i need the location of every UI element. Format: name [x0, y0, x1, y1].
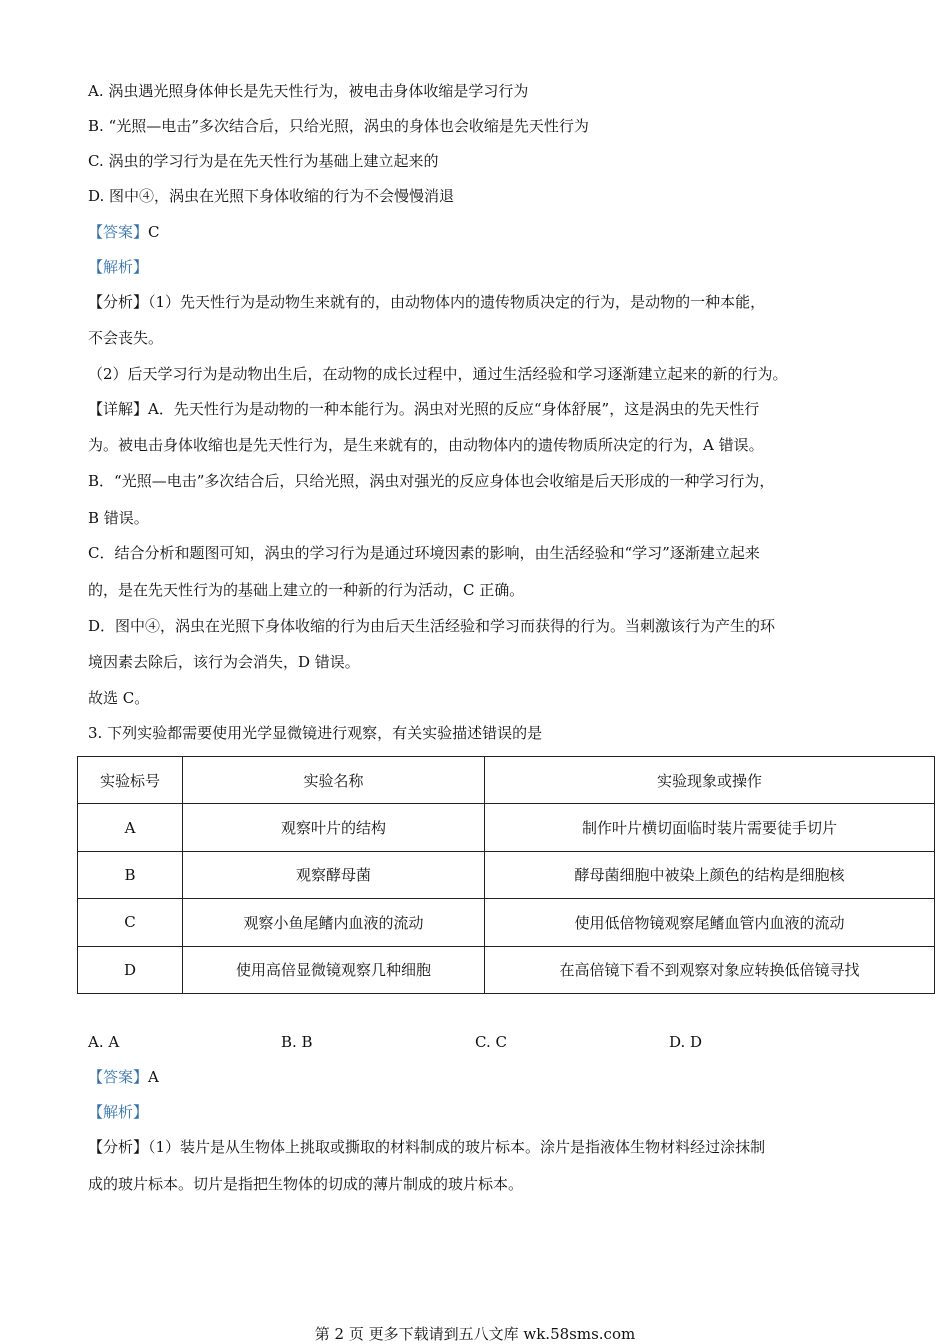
answer-tag: 【答案】 [88, 223, 149, 241]
table-cell: 制作叶片横切面临时装片需要徒手切片 [485, 804, 935, 851]
table-cell: B [78, 851, 183, 898]
q3-fenxi-line-1 [88, 1137, 765, 1157]
q3-option-b: B. B [281, 1033, 313, 1051]
q2-jiexi-tag: 【解析】 [88, 258, 149, 276]
q3-jiexi-tag: 【解析】 [88, 1103, 149, 1121]
fenxi-tag: 【分析】 [88, 1138, 149, 1156]
q3-option-c: C. C [475, 1033, 507, 1051]
answer-value: C [148, 223, 160, 241]
table-row [78, 804, 935, 851]
q2-xiangjie-line-7: D．图中④，涡虫在光照下身体收缩的行为由后天生活经验和学习而获得的行为。当刺激该行为产生的环 [88, 617, 776, 635]
q2-option-a: A. 涡虫遇光照身体伸长是先天性行为，被电击身体收缩是学习行为 [88, 82, 529, 100]
table-header: 实验现象或操作 [485, 757, 935, 804]
q2-option-c: C. 涡虫的学习行为是在先天性行为基础上建立起来的 [88, 152, 439, 170]
table-row [78, 946, 935, 993]
q2-answer-line [88, 222, 160, 242]
xiangjie-tag: 【详解】 [88, 400, 149, 418]
q3-answer-line [88, 1067, 159, 1087]
q2-conclusion: 故选 C。 [88, 689, 150, 707]
q2-xiangjie-line-6: 的，是在先天性行为的基础上建立的一种新的行为活动，C 正确。 [88, 581, 525, 599]
table-header: 实验名称 [183, 757, 485, 804]
table-cell: 观察叶片的结构 [183, 804, 485, 851]
q2-xiangjie-line-1 [88, 399, 759, 419]
table-cell: 酵母菌细胞中被染上颜色的结构是细胞核 [485, 851, 935, 898]
q2-fenxi-line-2: 不会丧失。 [88, 329, 164, 347]
q2-xiangjie-line-3: B．“光照—电击”多次结合后，只给光照，涡虫对强光的反应身体也会收缩是后天形成的一种学习行为， [88, 472, 775, 490]
q2-fenxi-line-1 [88, 292, 765, 312]
xiangjie-text: A．先天性行为是动物的一种本能行为。涡虫对光照的反应“身体舒展”，这是涡虫的先天性行 [148, 400, 760, 418]
q2-fenxi-line-3: （2）后天学习行为是动物出生后，在动物的成长过程中，通过生活经验和学习逐渐建立起来的新的行为。 [88, 365, 788, 383]
answer-tag: 【答案】 [88, 1068, 149, 1086]
q2-option-b: B. “光照—电击”多次结合后，只给光照，涡虫的身体也会收缩是先天性行为 [88, 117, 589, 135]
q2-xiangjie-line-4: B 错误。 [88, 509, 149, 527]
fenxi-tag: 【分析】 [88, 293, 149, 311]
q3-stem: 3. 下列实验都需要使用光学显微镜进行观察，有关实验描述错误的是 [88, 724, 543, 742]
table-cell: 使用高倍显微镜观察几种细胞 [183, 946, 485, 993]
q2-xiangjie-line-2: 为。被电击身体收缩也是先天性行为，是生来就有的，由动物体内的遗传物质所决定的行为，A 错误。 [88, 436, 764, 454]
answer-value: A [148, 1068, 159, 1086]
fenxi-text: （1）先天性行为是动物生来就有的，由动物体内的遗传物质决定的行为，是动物的一种本能， [148, 293, 766, 311]
table-cell: D [78, 946, 183, 993]
table-header-row [78, 757, 935, 804]
table-cell: 在高倍镜下看不到观察对象应转换低倍镜寻找 [485, 946, 935, 993]
fenxi-text: （1）装片是从生物体上挑取或撕取的材料制成的玻片标本。涂片是指液体生物材料经过涂抹制 [148, 1138, 766, 1156]
q3-fenxi-line-2: 成的玻片标本。切片是指把生物体的切成的薄片制成的玻片标本。 [88, 1175, 524, 1193]
table-cell: 使用低倍物镜观察尾鳍血管内血液的流动 [485, 899, 935, 946]
page-footer: 第 2 页 更多下载请到五八文库 wk.58sms.com [314, 1325, 636, 1343]
q3-option-a: A. A [88, 1033, 120, 1051]
q2-option-d: D. 图中④，涡虫在光照下身体收缩的行为不会慢慢消退 [88, 187, 455, 205]
table-header: 实验标号 [78, 757, 183, 804]
experiment-table [77, 756, 935, 994]
table-row [78, 899, 935, 946]
table-row [78, 851, 935, 898]
table-cell: A [78, 804, 183, 851]
q2-xiangjie-line-5: C．结合分析和题图可知，涡虫的学习行为是通过环境因素的影响，由生活经验和“学习”逐渐建立起来 [88, 544, 760, 562]
table-cell: C [78, 899, 183, 946]
table-cell: 观察酵母菌 [183, 851, 485, 898]
table-cell: 观察小鱼尾鳍内血液的流动 [183, 899, 485, 946]
q3-option-d: D. D [669, 1033, 703, 1051]
q2-xiangjie-line-8: 境因素去除后，该行为会消失，D 错误。 [88, 653, 360, 671]
